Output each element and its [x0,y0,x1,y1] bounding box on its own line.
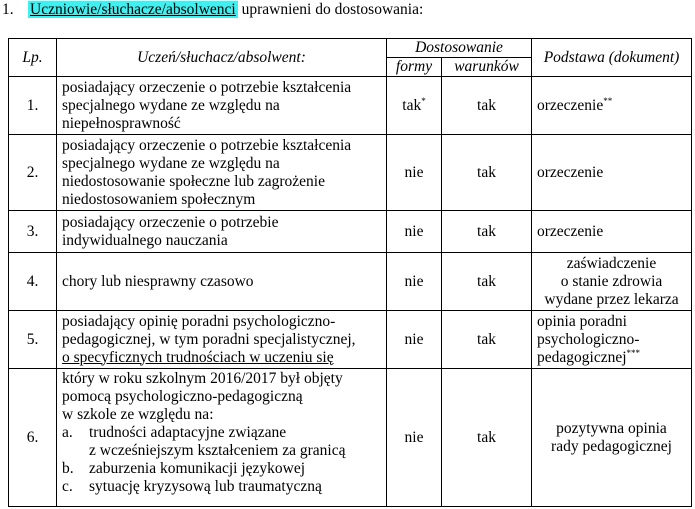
desc-line: pedagogicznej, w tym poradni specjalistycznej, [62,330,356,348]
list-item-line: z wcześniejszym kształceniem za granicą [89,442,346,459]
header-student: Uczeń/słuchacz/absolwent: [57,39,387,77]
row-number: 3. [9,211,57,253]
desc-line: specjalnego wydane ze względu na [62,154,280,172]
conditions-cell: tak [442,311,532,369]
basis-cell [532,369,692,507]
desc-line: posiadający opinię poradni psychologiczno- [62,312,336,330]
heading-rest: uprawnieni do dostosowania: [241,1,424,18]
list-item-line: trudności adaptacyjne związane [89,424,287,441]
table-row [9,135,692,211]
header-forms: formy [387,58,442,77]
table-row [9,77,692,135]
list-item [62,478,381,496]
section-number: 1. [2,1,14,18]
table-row [9,253,692,311]
basis-line: wydane przez lekarza [544,290,679,308]
desc-line: indywidualnego nauczania [62,231,228,249]
table-row [9,311,692,369]
basis-cell: orzeczenie [532,211,692,253]
list-marker: a. [62,424,73,441]
basis-line: o stanie zdrowia [560,272,663,290]
desc-line: pomocą psychologiczno-pedagogiczną [62,388,303,405]
row-description [57,253,387,311]
basis-line: pozytywna opinia [556,419,667,437]
desc-line: specjalnego wydane ze względu na [62,96,280,114]
desc-line: posiadający orzeczenie o potrzebie kształcenia [62,78,352,96]
row-number: 1. [9,77,57,135]
row-number: 6. [9,369,57,507]
desc-line: posiadający orzeczenie o potrzebie [62,213,279,231]
forms-cell: nie [387,311,442,369]
desc-line: chory lub niesprawny czasowo [62,272,254,290]
conditions-cell: tak [442,369,532,507]
list-item [62,424,381,460]
forms-value: tak [402,96,422,114]
adjustments-table [8,38,692,507]
table-row [9,211,692,253]
basis-cell: orzeczenie [532,135,692,211]
basis-line: pedagogicznej [537,348,627,366]
list-marker: b. [62,460,74,477]
list-marker: c. [62,478,73,495]
basis-line: psychologiczno- [537,330,640,348]
desc-line: niedostosowanie społeczne lub zagrożenie [62,172,325,190]
forms-cell: nie [387,253,442,311]
header-basis: Podstawa (dokument) [532,39,692,77]
basis-cell [532,77,692,135]
row-description [57,135,387,211]
desc-line: niedostosowaniem społecznym [62,190,256,208]
conditions-cell: tak [442,211,532,253]
desc-line: niepełnosprawność [62,114,181,132]
row-description [57,211,387,253]
desc-line: o specyficznych trudnościach w uczeniu się [62,348,334,366]
basis-cell [532,311,692,369]
basis-value: orzeczenie [537,96,604,114]
row-number: 4. [9,253,57,311]
forms-cell: nie [387,135,442,211]
conditions-cell: tak [442,77,532,135]
desc-line: który w roku szkolnym 2016/2017 był objęty [62,370,343,387]
footnote-mark: * [421,95,426,106]
forms-cell: nie [387,369,442,507]
basis-cell [532,253,692,311]
list-item-line: sytuację kryzysową lub traumatyczną [89,478,322,495]
row-description [57,77,387,135]
list-item [62,460,381,478]
conditions-cell: tak [442,135,532,211]
footnote-mark: ** [603,95,613,106]
header-lp: Lp. [9,39,57,77]
desc-line: w szkole ze względu na: [62,406,214,423]
basis-line: zaświadczenie [566,254,657,272]
table-row [9,369,692,507]
forms-cell [387,77,442,135]
forms-cell: nie [387,211,442,253]
row-description [57,369,387,507]
basis-line: rady pedagogicznej [551,437,672,455]
header-adjustment: Dostosowanie [387,39,532,58]
basis-line: opinia poradni [537,312,627,330]
conditions-cell: tak [442,253,532,311]
row-number: 2. [9,135,57,211]
footnote-mark: *** [626,347,641,358]
desc-line: posiadający orzeczenie o potrzebie kształcenia [62,136,352,154]
section-heading [0,0,423,20]
list-item-line: zaburzenia komunikacji językowej [89,460,306,477]
header-conditions: warunków [442,58,532,77]
highlighted-heading-text: Uczniowie/słuchacze/absolwenci [30,1,236,18]
row-number: 5. [9,311,57,369]
row-description [57,311,387,369]
